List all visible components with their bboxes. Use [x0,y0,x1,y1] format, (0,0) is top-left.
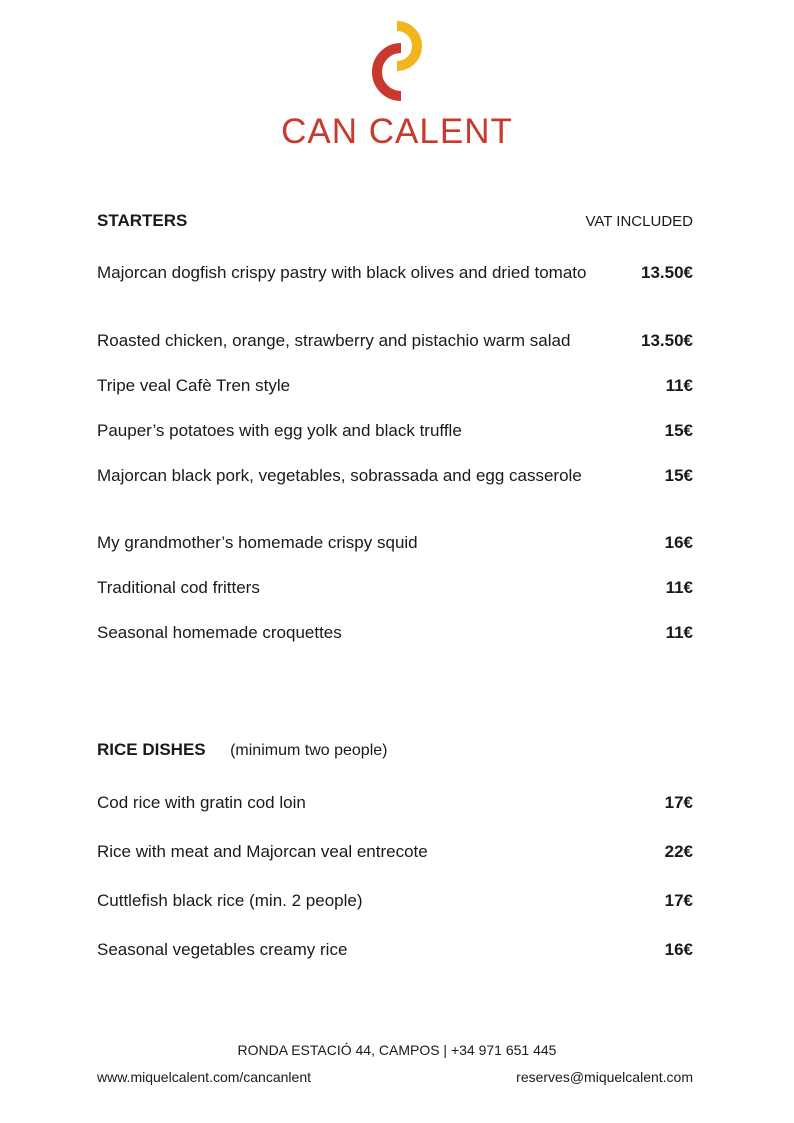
menu-item [97,420,693,442]
footer-email-link[interactable]: reserves@miquelcalent.com [516,1069,693,1085]
menu-item-name: Pauper’s potatoes with egg yolk and black truffle [97,421,462,440]
menu-item-name: Seasonal homemade croquettes [97,623,342,642]
starters-header [97,211,693,231]
menu-item-name: Traditional cod fritters [97,578,260,597]
menu-item-name: Tripe veal Cafè Tren style [97,376,291,395]
starters-title: STARTERS [97,211,188,230]
rice-header [97,740,693,760]
menu-item [97,262,693,284]
menu-item-price: 16€ [664,533,693,552]
menu-item-name: My grandmother’s homemade crispy squid [97,533,418,552]
menu-item [97,465,693,487]
menu-item-price: 11€ [665,376,693,395]
menu-item [97,792,693,814]
footer-website-link[interactable]: www.miquelcalent.com/cancanlent [97,1069,311,1085]
menu-item-price: 15€ [664,466,693,485]
rice-note: (minimum two people) [230,742,388,759]
brand-logo [0,20,794,152]
footer-address: RONDA ESTACIÓ 44, CAMPOS | +34 971 651 445 [237,1042,557,1058]
menu-item-name: Cuttlefish black rice (min. 2 people) [97,891,363,910]
menu-item-price: 16€ [664,940,693,959]
menu-item-name: Cod rice with gratin cod loin [97,793,306,812]
menu-item-price: 17€ [664,793,693,812]
menu-item-price: 13.50€ [641,263,693,282]
vat-note: VAT INCLUDED [585,213,693,230]
menu-item [97,330,693,352]
menu-item-price: 11€ [665,623,693,642]
menu-item-name: Majorcan black pork, vegetables, sobrassada and egg casserole [97,466,582,485]
menu-item-name: Rice with meat and Majorcan veal entrecote [97,842,428,861]
menu-item [97,532,693,554]
logo-mark-icon [357,20,437,104]
menu-item-price: 17€ [664,891,693,910]
brand-name: CAN CALENT [281,112,513,151]
menu-item [97,375,693,397]
menu-item [97,622,693,644]
rice-title: RICE DISHES [97,740,206,759]
menu-item-price: 22€ [664,842,693,861]
menu-item [97,841,693,863]
menu-item [97,890,693,912]
menu-item-name: Seasonal vegetables creamy rice [97,940,348,959]
menu-item-price: 15€ [664,421,693,440]
menu-item [97,939,693,961]
menu-item-name: Majorcan dogfish crispy pastry with black olives and dried tomato [97,263,587,282]
menu-item-price: 11€ [665,578,693,597]
menu-item-name: Roasted chicken, orange, strawberry and pistachio warm salad [97,331,571,350]
menu-item-price: 13.50€ [641,331,693,350]
menu-item [97,577,693,599]
